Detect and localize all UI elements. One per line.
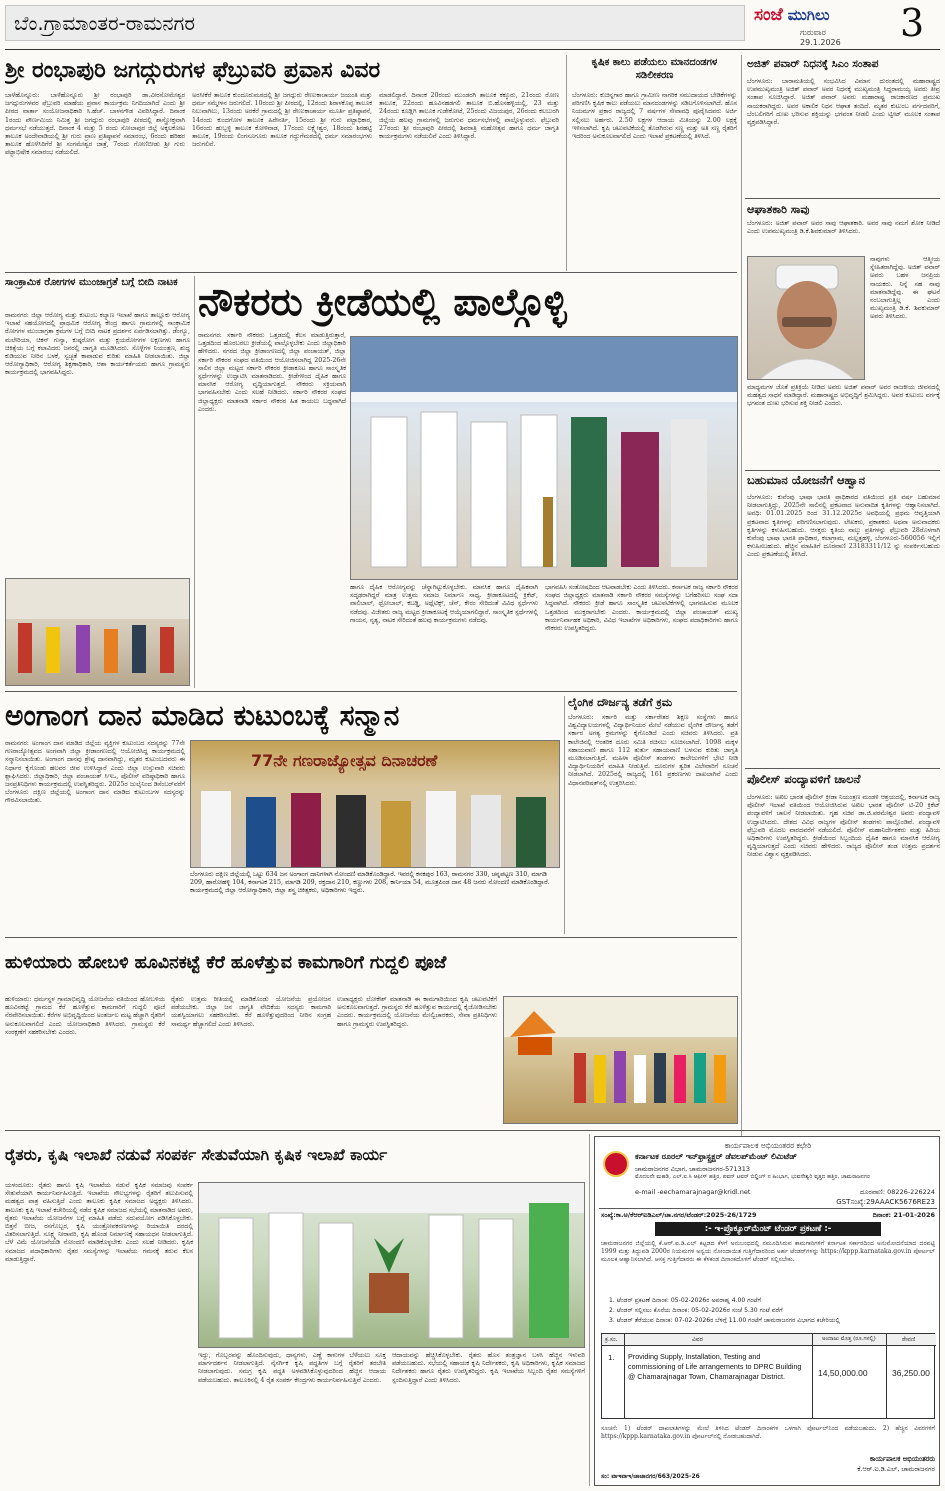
divider	[566, 55, 567, 271]
sankramika-body: ರಾಮನಗರ: ಜಿಲ್ಲಾ ಆರೋಗ್ಯ ಮತ್ತು ಕುಟುಂಬ ಕಲ್ಯಾಣ ಇಲಾಖೆ ಹಾಗೂ ತಾಲ್ಲೂಕು ಆರೋಗ್ಯ ಇಲಾಖೆ ಸಹಯೋಗದಲ್ಲಿ ಪ್ರಾಥಮಿಕ ಆರೋಗ್ಯ ಕೇಂದ್ರ ಹಾಗೂ ಗ್ರಾಮಗಳಲ್ಲಿ ಸಾಂಕ್ರಾಮಿಕ ರೋಗಗಳ ಮುಂಜಾಗ್ರತಾ ಕ್ರಮಗಳ ಬಗ್ಗೆ ಬೀದಿ ನಾಟಕ ಪ್ರದರ್ಶನ ಏರ್ಪಡಿಸಲಾಗಿತ್ತು. ಡೆಂಗ್ಯೂ, ಮಲೇರಿಯಾ, ಚಿಕನ್ ಗುನ್ಯಾ, ಕುಷ್ಠರೋಗ ಮತ್ತು ಕ್ಷಯರೋಗಗಳ ಲಕ್ಷಣಗಳು ಹಾಗೂ ಚಿಕಿತ್ಸೆಯ ಬಗ್ಗೆ ಕಲಾವಿದರು ಜನರಲ್ಲಿ ಜಾಗೃತಿ ಮೂಡಿಸಿದರು. ಸೊಳ್ಳೆಗಳ ನಿಯಂತ್ರಣ, ಶುದ್ಧ ಕುಡಿಯುವ ನೀರಿನ ಬಳಕೆ, ಸ್ವಚ್ಛತೆ ಕಾಪಾಡುವ ಕುರಿತು ಮಾಹಿತಿ ನೀಡಲಾಯಿತು. ಜಿಲ್ಲಾ ಆರೋಗ್ಯಾಧಿಕಾರಿ, ಆರೋಗ್ಯ ಶಿಕ್ಷಣಾಧಿಕಾರಿ, ಆಶಾ ಕಾರ್ಯಕರ್ತೆಯರು ಹಾಗೂ ಗ್ರಾಮಸ್ಥರು ಕಾರ್ಯಕ್ರಮದಲ್ಲಿ ಭಾಗವಹಿಸಿದ್ದರು.	[5, 312, 190, 377]
felicitation-illustration	[191, 741, 560, 868]
divider	[745, 768, 940, 769]
tender-advertisement	[594, 1136, 940, 1486]
krushika-body: ಬೆಂಗಳೂರು: ಕುಚಿನ್ನಗಾರ ಹಾಗೂ ಗ್ರಾಮೀಣ ನಾಗರಿಕ ಸಮುದಾಯದ ಬೇಡಿಕೆಗಳನ್ನು ಪರಿಗಣಿಸಿ ಕೃಷಿಕ ಕಾಲು ಪಡೆಯಲು ಮಾನದಂಡಗಳನ್ನು ಸಡಿಲಗೊಳಿಸಲಾಗಿದೆ. ಹೊಸ ನಿಯಮಗಳ ಪ್ರಕಾರ ರಾಜ್ಯದಲ್ಲಿ 7 ವರ್ಷಗಳ ಸೇವಾವಧಿ ಪೂರೈಸಿದವರು ಅರ್ಜಿ ಸಲ್ಲಿಸಲು ಅರ್ಹರು. 2.50 ಲಕ್ಷಗಳ ಆದಾಯ ಮಿತಿಯನ್ನು 2.00 ಲಕ್ಷಕ್ಕೆ ಇಳಿಸಲಾಗಿದೆ. ಕೃಷಿ ಚಟುವಟಿಕೆಯಲ್ಲಿ ತೊಡಗಿರುವ ಸಣ್ಣ ಮತ್ತು ಅತಿ ಸಣ್ಣ ರೈತರಿಗೆ ಇದರಿಂದ ಅನುಕೂಲವಾಗಲಿದೆ ಎಂದು ಇಲಾಖೆ ಪ್ರಕಟಣೆಯಲ್ಲಿ ತಿಳಿಸಿದೆ.	[572, 92, 737, 141]
divider	[564, 696, 565, 934]
tender-signature-title: ಕಾರ್ಯಪಾಲಕ ಅಭಿಯಂತರರು	[869, 1455, 935, 1463]
laingika-body: ಬೆಂಗಳೂರು: ಸರ್ಕಾರಿ ಮತ್ತು ಸರ್ಕಾರೇತರ ಶಿಕ್ಷಣ ಸಂಸ್ಥೆಗಳು ಹಾಗೂ ವಿಶ್ವವಿದ್ಯಾಲಯಗಳಲ್ಲಿ ವಿದ್ಯಾರ್ಥಿನಿಯರ ಮೇಲೆ ನಡೆಯುವ ಲೈಂಗಿಕ ದೌರ್ಜನ್ಯ ತಡೆಗೆ ಸರ್ಕಾರ ಅಗತ್ಯ ಕ್ರಮಗಳನ್ನು ಕೈಗೊಂಡಿದೆ ಎಂದು ಸಚಿವರು ತಿಳಿಸಿದರು. ಪ್ರತಿ ಕಾಲೇಜಿನಲ್ಲಿ ಆಂತರಿಕ ದೂರು ಸಮಿತಿ ರಚಿಸಲು ಸೂಚಿಸಲಾಗಿದೆ. 1098 ಮಕ್ಕಳ ಸಹಾಯವಾಣಿ ಹಾಗೂ 112 ತುರ್ತು ಸಹಾಯವಾಣಿ ಬಳಸುವ ಕುರಿತು ಜಾಗೃತಿ ಮೂಡಿಸಲಾಗುತ್ತಿದೆ. ಮಹಿಳಾ ಪೊಲೀಸ್ ತಂಡಗಳು ಕಾಲೇಜುಗಳಿಗೆ ಭೇಟಿ ನೀಡಿ ವಿದ್ಯಾರ್ಥಿನಿಯರಿಗೆ ಮಾಹಿತಿ ನೀಡುತ್ತಿವೆ. ದೂರುಗಳ ತ್ವರಿತ ವಿಲೇವಾರಿಗೆ ಸೂಚನೆ ನೀಡಲಾಗಿದೆ. 2025ರಲ್ಲಿ ರಾಜ್ಯದಲ್ಲಿ 161 ಪ್ರಕರಣಗಳು ದಾಖಲಾಗಿವೆ ಎಂದು ವಿಧಾನಪರಿಷತ್‌ನಲ್ಲಿ ಉತ್ತರಿಸಿದರು.	[568, 714, 738, 787]
lake-desilting-illustration	[504, 997, 738, 1124]
tender-title: :- ಇ-ಪ್ರೊಕ್ಯೂರ್‌ಮೆಂಟ್ ಟೆಂಡರ್ ಪ್ರಕಟಣೆ :-	[655, 1222, 881, 1236]
raitharu-col3: ಆದಾಯವನ್ನು ಹೆಚ್ಚಿಸಿಕೊಳ್ಳಬೇಕು. ರೈತರು ಹೊಸ ತಂತ್ರಜ್ಞಾನ ಬಳಸಿ ಹೆಚ್ಚಿನ ಇಳುವರಿ ಪಡೆಯಬಹುದು. ಸಭೆಯಲ್ಲಿ ಸಹಾಯಕ ಕೃಷಿ ನಿರ್ದೇಶಕರು, ಕೃಷಿ ಅಧಿಕಾರಿಗಳು, ಕೃಷಿಕ ಸಮಾಜದ ನಿರ್ದೇಶಕರು ಹಾಗೂ ರೈತರು ಉಪಸ್ಥಿತರಿದ್ದರು. ಕೃಷಿ ಇಲಾಖೆಯ ಸಿಬ್ಬಂದಿ ರೈತರ ಸಮಸ್ಯೆಗಳಿಗೆ ಸ್ಪಂದಿಸುತ್ತಿದ್ದಾರೆ ಎಂದು ತಿಳಿಸಿದರು.	[392, 1352, 585, 1384]
section-title: ಬೆಂ.ಗ್ರಾಮಾಂತರ-ರಾಮನಗರ	[14, 11, 195, 35]
divider	[624, 1334, 625, 1418]
tender-division: ಚಾಮರಾಜನಗರ ವಿಭಾಗ, ಚಾಮರಾಜನಗರ-571313	[635, 1165, 750, 1173]
table-cell-no: 1.	[608, 1354, 615, 1362]
issue-date: 29.1.2026	[800, 38, 841, 47]
table-header-emd: ಠೇವಣಿ	[902, 1336, 916, 1343]
divider	[741, 55, 742, 1185]
masthead-rule	[5, 49, 940, 50]
divider	[589, 1134, 590, 1486]
naukararu-col1: ರಾಮನಗರ: ಸರ್ಕಾರಿ ನೌಕರರು ಒತ್ತಡದಲ್ಲಿ ಕೆಲಸ ಮಾಡುತ್ತಿರುತ್ತಾರೆ, ಒತ್ತಡದಿಂದ ಹೊರಬರಲು ಕ್ರೀಡೆಯಲ್ಲಿ ಪಾಲ್ಗೊಳ್ಳಬೇಕು ಎಂದು ಜಿಲ್ಲಾಧಿಕಾರಿ ಹೇಳಿದರು. ನಗರದ ಜಿಲ್ಲಾ ಕ್ರೀಡಾಂಗಣದಲ್ಲಿ ಜಿಲ್ಲಾ ಪಂಚಾಯತ್, ಜಿಲ್ಲಾ ಸರ್ಕಾರಿ ನೌಕರರ ಸಂಘದ ವತಿಯಿಂದ ಆಯೋಜಿಸಲಾಗಿದ್ದ 2025-26ನೇ ಸಾಲಿನ ಜಿಲ್ಲಾ ಮಟ್ಟದ ಸರ್ಕಾರಿ ನೌಕರರ ಕ್ರೀಡಾಕೂಟ ಹಾಗೂ ಸಾಂಸ್ಕೃತಿಕ ಸ್ಪರ್ಧೆಗಳನ್ನು ಉದ್ಘಾಟಿಸಿ ಮಾತನಾಡಿದರು. ಕ್ರೀಡೆಗಳಿಂದ ದೈಹಿಕ ಹಾಗೂ ಮಾನಸಿಕ ಆರೋಗ್ಯ ವೃದ್ಧಿಯಾಗುತ್ತದೆ. ನೌಕರರು ಸಕ್ರಿಯವಾಗಿ ಭಾಗವಹಿಸಬೇಕು ಎಂದು ಸಲಹೆ ನೀಡಿದರು. ಸರ್ಕಾರಿ ನೌಕರರ ಸಂಘದ ಜಿಲ್ಲಾಧ್ಯಕ್ಷರು ಮಾತನಾಡಿ ಸರ್ಕಾರ ನೌಕರರ ಹಿತ ಕಾಯಲು ಬದ್ಧವಾಗಿದೆ ಎಂದರು.	[198, 332, 346, 413]
table-header-desc: ವಿವರ	[692, 1336, 703, 1343]
divider	[812, 1334, 813, 1418]
street-play-illustration	[6, 579, 190, 686]
tender-date-3: 3. ಟೆಂಡರ್ ತೆರೆಯುವ ದಿನಾಂಕ: 07-02-2026ರ ಬೆಳಿಗ್ಗೆ 11.00 ಗಂಟೆಗೆ ಚಾಮರಾಜನಗರ ವಿಭಾಗದ ಕಚೇರಿಯಲ್ಲಿ	[609, 1317, 840, 1324]
page-number: 3	[900, 1, 925, 45]
angaanga-photo-caption: ಬೆಂಗಳೂರು ದಕ್ಷಿಣ ಜಿಲ್ಲೆಯಲ್ಲಿ ಒಟ್ಟು 634 ಜನ ಅಂಗಾಂಗ ದಾನಿಗಳಾಗಿ ನೋಂದಣಿ ಮಾಡಿಕೊಂಡಿದ್ದಾರೆ. ಇವರಲ್ಲಿ ಕನಕಪುರ 163, ರಾಮನಗರ 330, ಚನ್ನಪಟ್ಟಣ 310, ಮಾಗಡಿ 209, ಹಾರೋಹಳ್ಳಿ 104, ಕರ್ನಾಟಕ 215, ಮಾಗಡಿ 209, ರಕ್ತದಾನ 210, ಕಣ್ಣುಗಳು 208, ಕಾರ್ನಿಯಾ 54, ಮೂತ್ರಪಿಂಡ ದಾನ 48 ಜನರು ನೋಂದಣಿ ಮಾಡಿಕೊಂಡಿದ್ದಾರೆ. ಕಾರ್ಯಕ್ರಮದಲ್ಲಿ ಜಿಲ್ಲಾ ಆರೋಗ್ಯಾಧಿಕಾರಿ, ಜಿಲ್ಲಾ ಶಸ್ತ್ರ ಚಿಕಿತ್ಸಕರು, ಅಧಿಕಾರಿಗಳು ಇದ್ದರು.	[190, 871, 550, 895]
sports-meet-illustration	[351, 337, 738, 580]
tender-ref: ಸಂಖ್ಯೆ:ಕಾ.ಅ/ಕೆಆರ್‌ಐಡಿಎಲ್/ಚಾ.ನಗರ/ಟೆಂಡರ್:2025-26/1729	[601, 1211, 757, 1219]
sports-meet-photo	[350, 336, 738, 580]
rambhapuri-headline: ಶ್ರೀ ರಂಭಾಪುರಿ ಜಗದ್ಗುರುಗಳ ಫೆಬ್ರುವರಿ ಪ್ರವಾಸ ವಿವರ	[5, 58, 381, 83]
bahumana-headline: ಬಹುಮಾನ ಯೋಜನೆಗೆ ಆಹ್ವಾನ	[747, 473, 866, 487]
newspaper-logo	[754, 5, 894, 27]
ajith-headline: ಅಜಿತ್ ಪವಾರ್ ನಿಧನಕ್ಕೆ ಸಿಎಂ ಸಂತಾಪ	[747, 58, 879, 70]
ajith-pawar-portrait	[747, 256, 865, 380]
huliyaru-headline: ಹುಳಿಯಾರು ಹೋಬಳಿ ಹೂವಿನಕಟ್ಟೆ ಕೆರೆ ಹೂಳೆತ್ತುವ ಕಾಮಗಾರಿಗೆ ಗುದ್ದಲಿ ಪೂಜೆ	[5, 953, 447, 973]
divider	[5, 1130, 940, 1131]
aghata-body-side: ನಾವುಗಳು ಆತ್ಮೀಯ ಸ್ನೇಹಿತರಾಗಿದ್ದೆವು. ಅಜಿತ್ ಪವಾರ್ ಅವರು ಬಹಳ ಜನಪ್ರಿಯ ನಾಯಕರು. ನಿನ್ನೆ ಸಹ ನಾವು ಮಾತನಾಡಿದ್ದೆವು. ಈ ಘಟನೆ ನಂಬಲಾಗುತ್ತಿಲ್ಲ ಎಂದು ಮುಖ್ಯಮಂತ್ರಿ ಡಿ.ಕೆ. ಶಿವಕುಮಾರ್ ಅವರು ತಿಳಿಸಿದರು.	[870, 256, 940, 321]
rambhapuri-col2: ಅರಸೀಕೆರೆ ತಾಲೂಕ ಕುಂದೂರುಮಠದಲ್ಲಿ ಶ್ರೀ ಜಗದ್ಗುರು ರೇಣುಕಾಚಾರ್ಯ ಜಯಂತಿ ಮತ್ತು ಧರ್ಮ ಸಮ್ಮೇಳನ ಜರುಗಲಿದೆ. 10ರಂದು ಶ್ರೀ ಪೀಠದಲ್ಲಿ, 12ರಂದು ಶಿರಾಳಕೊಪ್ಪ ತಾಲೂಕ ನಿಲುವಾಗಿಲು, 13ರಂದು ಅರಕೆರೆ ಗ್ರಾಮದಲ್ಲಿ ಶ್ರೀ ರೇಣುಕಾಚಾರ್ಯ ಮೂರ್ತಿ ಪ್ರತಿಷ್ಠಾಪನೆ, 14ರಂದು ಕುಂದಗೋಳ ತಾಲೂಕ ಹಿರೇನರ್ತಿ, 15ರಂದು ಶ್ರೀ ಗುರು ಪಟ್ಟಾಧಿಕಾರ, 16ರಂದು ಹುಬ್ಬಳ್ಳಿ ತಾಲೂಕ ಕೋಳಿವಾಡ, 17ರಂದು ಲಕ್ಷ್ಮೇಶ್ವರ, 18ರಂದು ಶಿರಹಟ್ಟಿ ತಾಲೂಕ, 19ರಂದು ಲಿಂಗಸೂಗೂರು ತಾಲೂಕ ಗದ್ದುಗೆಮಠದಲ್ಲಿ ಧರ್ಮ ಸಮಾರಂಭಗಳು ಜರುಗಲಿವೆ.	[192, 92, 372, 149]
divider	[5, 937, 737, 938]
street-play-photo	[5, 578, 190, 686]
table-header-amount: ಅಂದಾಜು ಮೊತ್ತ (ರೂ.ಗಳಲ್ಲಿ)	[822, 1336, 876, 1342]
bahumana-body: ಬೆಂಗಳೂರು: ಕುವೆಂಪು ಭಾಷಾ ಭಾರತಿ ಪ್ರಾಧಿಕಾರದ ವತಿಯಿಂದ ಪ್ರತಿ ವರ್ಷ ಬಹುಮಾನ ನೀಡಲಾಗುತ್ತಿದ್ದು, 2025ನೇ ಸಾಲಿನಲ್ಲಿ ಪ್ರಕಟವಾದ ಅನುವಾದಿತ ಕೃತಿಗಳನ್ನು ಆಹ್ವಾನಿಸಲಾಗಿದೆ. ಅವಧಿ: 01.01.2025 ರಿಂದ 31.12.2025ರ ಅವಧಿಯಲ್ಲಿ ಪ್ರಥಮ ಆವೃತ್ತಿಯಾಗಿ ಪ್ರಕಟವಾದ ಕೃತಿಗಳನ್ನು ಪರಿಗಣಿಸಲಾಗುವುದು. ಲೇಖಕರು, ಪ್ರಕಾಶಕರು ಅಥವಾ ಅನುವಾದಕರು ಕೃತಿಗಳನ್ನು ಕಳುಹಿಸಬಹುದು. ಆಸಕ್ತರು ಕೃತಿಯ ನಾಲ್ಕು ಪ್ರತಿಗಳನ್ನು ಫೆಬ್ರುವರಿ 28ರೊಳಗಾಗಿ ಕುವೆಂಪು ಭಾಷಾ ಭಾರತಿ ಪ್ರಾಧಿಕಾರ, ಕಲಾಗ್ರಾಮ, ಮಲ್ಲತ್ತಹಳ್ಳಿ, ಬೆಂಗಳೂರು-560056 ಇಲ್ಲಿಗೆ ಕಳುಹಿಸಬಹುದು. ಹೆಚ್ಚಿನ ಮಾಹಿತಿಗೆ ದೂರವಾಣಿ 23183311/12 ನ್ನು ಸಂಪರ್ಕಿಸಬಹುದು ಎಂದು ಪ್ರಕಟಣೆಯಲ್ಲಿ ತಿಳಿಸಿದೆ.	[747, 494, 940, 559]
aghata-body-top: ಬೆಂಗಳೂರು: ಅಜಿತ್ ಪವಾರ್ ಅವರ ಸಾವು ಆಘಾತಕಾರಿ. ಅವರ ಸಾವು ನಮಗೆ ಶೋಕ ನೀಡಿದೆ ಎಂದು ಉಪಮುಖ್ಯಮಂತ್ರಿ ಡಿ.ಕೆ.ಶಿವಕುಮಾರ್ ತಿಳಿಸಿದರು.	[747, 220, 940, 236]
tender-footer-ref: ಸಂ: ವಾಇವಾಇ/ಚಾಜಾನಗರ/663/2025-26	[601, 1473, 700, 1480]
issue-day: ಗುರುವಾರ	[800, 28, 826, 37]
tender-table	[601, 1333, 935, 1419]
tender-note: ಸೂಚನೆ: 1) ಟೆಂಡರ್ ದಾಖಲಾತಿಗಳನ್ನು ಮೇಲೆ ತಿಳಿಸಿದ ಟೆಂಡರ್ ದಿನಾಂಕಗಳ ಒಳಗಾಗಿ ಪೋರ್ಟಲ್‌ನಿಂದ ಪಡೆಯಬಹುದು. 2) ಹೆಚ್ಚಿನ ವಿವರಗಳಿಗೆ https://kppp.karnataka.gov.in ಪೋರ್ಟಲ್‌ನಲ್ಲಿ ನೋಡಬಹುದಾಗಿದೆ.	[601, 1425, 935, 1440]
tender-ref-date: ದಿನಾಂಕ: 21-01-2026	[872, 1211, 935, 1219]
table-cell-amount: 14,50,000.00	[818, 1368, 868, 1378]
naukararu-col2: ಹಾಗೂ ದೈಹಿಕ ಆರೋಗ್ಯವನ್ನು ಚೆನ್ನಾಗಿಟ್ಟುಕೊಳ್ಳಬೇಕು. ಮಾನಸಿಕ ಹಾಗೂ ದೈಹಿಕವಾಗಿ ಸದೃಢರಾಗಿದ್ದರೆ ಮಾತ್ರ ಉತ್ತಮ ಸಮಾಜ ನಿರ್ಮಾಣ ಸಾಧ್ಯ. ಕ್ರೀಡಾಕೂಟದಲ್ಲಿ ಕ್ರಿಕೆಟ್, ವಾಲಿಬಾಲ್, ಥ್ರೋಬಾಲ್, ಕಬಡ್ಡಿ, ಅಥ್ಲೆಟಿಕ್ಸ್, ಚೆಸ್, ಕೇರಂ ಸೇರಿದಂತೆ ವಿವಿಧ ಸ್ಪರ್ಧೆಗಳು ನಡೆದವು. ವಿಜೇತರು ರಾಜ್ಯ ಮಟ್ಟದ ಕ್ರೀಡಾಕೂಟಕ್ಕೆ ಆಯ್ಕೆಯಾಗಲಿದ್ದಾರೆ. ಸಾಂಸ್ಕೃತಿಕ ಸ್ಪರ್ಧೆಗಳಲ್ಲಿ ಗಾಯನ, ನೃತ್ಯ, ನಾಟಕ ಸೇರಿದಂತೆ ಹಲವು ಕಾರ್ಯಕ್ರಮಗಳು ನಡೆದವು.	[350, 584, 538, 624]
huliyaru-col3: ಉಪಾಧ್ಯಕ್ಷರು ಲೋಕೇಶ್ ಮಾತನಾಡಿ ಈ ಕಾಮಗಾರಿಯಿಂದ ಕೃಷಿ ಚಟುವಟಿಕೆಗೆ ಅನುಕೂಲವಾಗುತ್ತದೆ. ಗ್ರಾಮಸ್ಥರು ಕೆರೆ ಹೂಳೆತ್ತುವ ಕಾರ್ಯದಲ್ಲಿ ಕೈಜೋಡಿಸಬೇಕು ಎಂದರು. ಕಾರ್ಯಕ್ರಮದಲ್ಲಿ ಯೋಜನೆಯ ಮೇಲ್ವಿಚಾರಕರು, ಸೇವಾ ಪ್ರತಿನಿಧಿಗಳು ಹಾಗೂ ಗ್ರಾಮಸ್ಥರು ಉಪಸ್ಥಿತರಿದ್ದರು.	[337, 996, 497, 1028]
naukararu-col3: ಭಾಗವಹಿಸಿ ಸಂತೋಷದಿಂದ ಆಟವಾಡಬೇಕು ಎಂದು ತಿಳಿಸಿದರು. ಕರ್ನಾಟಕ ರಾಜ್ಯ ಸರ್ಕಾರಿ ನೌಕರರ ಸಂಘದ ಜಿಲ್ಲಾಧ್ಯಕ್ಷರು ಮಾತನಾಡಿ ಸರ್ಕಾರಿ ನೌಕರರ ಸಮಸ್ಯೆಗಳನ್ನು ಬಗೆಹರಿಸಲು ಸಂಘ ಸದಾ ಸಿದ್ಧವಾಗಿದೆ. ನೌಕರರು ಕ್ರೀಡೆ ಹಾಗೂ ಸಾಂಸ್ಕೃತಿಕ ಚಟುವಟಿಕೆಗಳಲ್ಲಿ ಭಾಗವಹಿಸುವ ಮೂಲಕ ಒತ್ತಡದಿಂದ ಮುಕ್ತರಾಗಬೇಕು ಎಂದರು. ಕಾರ್ಯಕ್ರಮದಲ್ಲಿ ಜಿಲ್ಲಾ ಪಂಚಾಯತ್ ಮುಖ್ಯ ಕಾರ್ಯನಿರ್ವಾಹಕ ಅಧಿಕಾರಿ, ವಿವಿಧ ಇಲಾಖೆಗಳ ಅಧಿಕಾರಿಗಳು, ಸಂಘದ ಪದಾಧಿಕಾರಿಗಳು ಹಾಗೂ ನೌಕರರು ಉಪಸ್ಥಿತರಿದ್ದರು.	[545, 584, 738, 633]
tender-phone: ದೂರವಾಣಿ: 08226-226224	[860, 1188, 935, 1196]
raitharu-col2: ಇದ್ದು, ಗೊಬ್ಬರವನ್ನು ಹೊಂದಿಸುವುದು, ಧಾನ್ಯಗಳು, ಎಣ್ಣೆ ಕಾಳುಗಳ ಬೆಳೆಯಲು ಸೂಕ್ತ ಮಾರ್ಗದರ್ಶನ ನೀಡಲಾಗುತ್ತಿದೆ. ನೈಸರ್ಗಿಕ ಕೃಷಿ ಪದ್ಧತಿಗಳ ಬಗ್ಗೆ ರೈತರಿಗೆ ತರಬೇತಿ ನೀಡಲಾಗುವುದು. ಸಮಗ್ರ ಕೃಷಿ ಪದ್ಧತಿ ಅಳವಡಿಸಿಕೊಳ್ಳುವುದರಿಂದ ಹೆಚ್ಚಿನ ಆದಾಯ ಪಡೆಯಬಹುದು. ತಾಲೂಕಿನಲ್ಲಿ 4 ರೈತ ಸಂಪರ್ಕ ಕೇಂದ್ರಗಳು ಕಾರ್ಯನಿರ್ವಹಿಸುತ್ತಿವೆ ಎಂದರು.	[198, 1352, 386, 1384]
tender-office: ಕಾರ್ಯಪಾಲಕ ಅಭಿಯಂತರರ ಕಛೇರಿ	[724, 1141, 812, 1150]
aghata-headline: ಆಘಾತಕಾರಿ ಸಾವು	[747, 203, 810, 216]
tender-address: ಮೊದಲನೇ ಮಹಡಿ, ಎಲ್.ಐ.ಸಿ ಆಫೀಸ್ ಹತ್ತಿರ, ಪವನ್ ಟವರ್ ಬಿಲ್ಡಿಂಗ್ ನ ಹಿಂಭಾಗ, ಭುವನೇಶ್ವರಿ ವೃತ್ತದ ಹತ್ತಿರ, ಚಾಮರಾಜನಗರ	[635, 1174, 870, 1180]
tender-email: e-mail -eechamarajnagar@kridl.net	[635, 1188, 751, 1196]
tender-company: ಕರ್ನಾಟಕ ರೂರಲ್ ಇನ್‌ಫ್ರಾಸ್ಟ್ರಕ್ಚರ್ ಡೆವಲಪ್‌ಮೆಂಟ್ ಲಿಮಿಟೆಡ್	[635, 1152, 797, 1161]
krushika-meeting-photo	[198, 1182, 585, 1348]
kridl-logo-icon	[603, 1151, 629, 1177]
laingika-headline: ಲೈಂಗಿಕ ದೌರ್ಜನ್ಯ ತಡೆಗೆ ಕ್ರಮ	[568, 696, 673, 709]
huliyaru-col1: ಹುಳಿಯಾರು: ಧರ್ಮಸ್ಥಳ ಗ್ರಾಮಾಭಿವೃದ್ಧಿ ಯೋಜನೆಯ ವತಿಯಿಂದ ಹೋಬಳಿಯ ಹೂವಿನಕಟ್ಟೆ ಗ್ರಾಮದ ಕೆರೆ ಹೂಳೆತ್ತುವ ಕಾಮಗಾರಿಗೆ ಗುದ್ದಲಿ ಪೂಜೆ ನೆರವೇರಿಸಲಾಯಿತು. ಕೆರೆಗಳ ಅಭಿವೃದ್ಧಿಯಿಂದ ಅಂತರ್ಜಲ ಮಟ್ಟ ಹೆಚ್ಚಾಗಿ ರೈತರಿಗೆ ಅನುಕೂಲವಾಗಲಿದೆ ಎಂದು ಯೋಜನಾಧಿಕಾರಿ ತಿಳಿಸಿದರು. ಗ್ರಾಮಸ್ಥರು ಕೆರೆ ಸಂರಕ್ಷಣೆಗೆ ಸಹಕರಿಸಬೇಕು ಎಂದರು.	[5, 996, 165, 1036]
tender-date-1: 1. ಟೆಂಡರ್ ಪ್ರಕಟಣೆ ದಿನಾಂಕ: 05-02-2026ರ ಅಪರಾಹ್ನ 4.00 ಗಂಟೆಗೆ	[609, 1297, 762, 1304]
angaanga-headline: ಅಂಗಾಂಗ ದಾನ ಮಾಡಿದ ಕುಟುಂಬಕ್ಕೆ ಸನ್ಮಾನ	[5, 699, 400, 732]
table-cell-desc: Providing Supply, Installation, Testing and commissioning of Life arrangements to DPRC Building @ Chamarajnagar Town, Chamarajnagar District.	[628, 1352, 802, 1381]
naukararu-headline: ನೌಕರರು ಕ್ರೀಡೆಯಲ್ಲಿ ಪಾಲ್ಗೊಳ್ಳಿ	[198, 280, 567, 324]
tender-date-2: 2. ಟೆಂಡರ್ ಸಲ್ಲಿಸಲು ಕೊನೆಯ ದಿನಾಂಕ: 05-02-2026ರ ಸಂಜೆ 5.30 ಗಂಟೆ ವರೆಗೆ	[609, 1307, 783, 1314]
huliyaru-col2: ರೈತರು ಉತ್ತಮ ರೀತಿಯಲ್ಲಿ ಮಾಡಿಕೊಂಡು ಯೋಜನೆಯ ಪ್ರಯೋಜನ ಪಡೆಯಬೇಕು. ಜಿಲ್ಲಾ ಜನ ಜಾಗೃತಿ ವೇದಿಕೆಯ ಸದಸ್ಯರು ಕಾಮಗಾರಿ ಯಶಸ್ವಿಯಾಗಲು ಸಹಕರಿಸಬೇಕು. ಕೆರೆ ಹೂಳೆತ್ತುವುದರಿಂದ ನೀರಿನ ಸಂಗ್ರಹ ಸಾಮರ್ಥ್ಯ ಹೆಚ್ಚಾಗಲಿದೆ ಎಂದು ತಿಳಿಸಿದರು.	[171, 996, 331, 1028]
divider	[745, 470, 940, 471]
krushika-headline: ಕೃಷಿಕ ಕಾಲು ಪಡೆಯಲು ಮಾನದಂಡಗಳ ಸಡಿಲೀಕರಣ	[591, 57, 718, 81]
tender-gst: GSTಸಂಖ್ಯೆ:29AAACK5676RE23	[836, 1198, 935, 1206]
logo-mugilu: ಮುಗಿಲು	[787, 6, 830, 24]
divider	[745, 198, 940, 199]
logo-sanje: ಸಂಜೆ	[754, 5, 783, 25]
lake-desilting-photo	[503, 996, 738, 1124]
raitharu-col1: ಯಳಂದೂರು: ರೈತರು ಹಾಗೂ ಕೃಷಿ ಇಲಾಖೆಯ ನಡುವೆ ಕೃಷಿಕ ಸಮಾಜವು ಸಂಪರ್ಕ ಸೇತುವೆಯಾಗಿ ಕಾರ್ಯನಿರ್ವಹಿಸುತ್ತಿದೆ. ಇಲಾಖೆಯ ಸೌಲಭ್ಯಗಳನ್ನು ರೈತರಿಗೆ ತಲುಪಿಸುವಲ್ಲಿ ಮಹತ್ವದ ಪಾತ್ರ ವಹಿಸುತ್ತಿದೆ ಎಂದು ತಾಲೂಕು ಕೃಷಿಕ ಸಮಾಜದ ಅಧ್ಯಕ್ಷರು ತಿಳಿಸಿದರು. ತಾಲೂಕು ಕೃಷಿ ಇಲಾಖೆ ಕಚೇರಿಯಲ್ಲಿ ನಡೆದ ಕೃಷಿಕ ಸಮಾಜದ ಸಭೆಯಲ್ಲಿ ಮಾತನಾಡಿದ ಅವರು, ರೈತರು ಇಲಾಖೆಯ ಯೋಜನೆಗಳ ಬಗ್ಗೆ ಮಾಹಿತಿ ಪಡೆದು ಸದುಪಯೋಗ ಪಡಿಸಿಕೊಳ್ಳಬೇಕು. ಬಿತ್ತನೆ ಬೀಜ, ರಸಗೊಬ್ಬರ, ಕೃಷಿ ಯಂತ್ರೋಪಕರಣಗಳನ್ನು ರಿಯಾಯಿತಿ ದರದಲ್ಲಿ ವಿತರಿಸಲಾಗುತ್ತಿದೆ. ಸೂಕ್ಷ್ಮ ನೀರಾವರಿ, ಕೃಷಿ ಹೊಂಡ ನಿರ್ಮಾಣಕ್ಕೆ ಸಹಾಯಧನ ನೀಡಲಾಗುತ್ತಿದೆ. ಬೆಳೆ ವಿಮೆ ಯೋಜನೆಯಡಿ ನೋಂದಣಿ ಮಾಡಿಕೊಳ್ಳಬೇಕು ಎಂದು ಸಲಹೆ ನೀಡಿದರು. ಕೃಷಿಕ ಸಮಾಜದ ಪದಾಧಿಕಾರಿಗಳು ರೈತರ ಸಮಸ್ಯೆಗಳನ್ನು ಇಲಾಖೆಯ ಗಮನಕ್ಕೆ ತರುವ ಕೆಲಸ ಮಾಡುತ್ತಿದ್ದಾರೆ.	[5, 1182, 193, 1263]
table-header-no: ಕ್ರ.ಸಂ.	[605, 1336, 618, 1343]
aghata-body-bottom: ಮಾಧ್ಯಮಗಳ ಜೊತೆ ಪ್ರತಿಕ್ರಿಯೆ ನೀಡಿದ ಅವರು ಅಜಿತ್ ಪವಾರ್ ಅವರ ರಾಜಕೀಯ ಜೀವನದಲ್ಲಿ ಮಹತ್ವದ ಸಾಧನೆ ಮಾಡಿದ್ದಾರೆ. ಮಹಾರಾಷ್ಟ್ರದ ಅಭಿವೃದ್ಧಿಗೆ ಶ್ರಮಿಸಿದ್ದರು. ಅವರ ಕುಟುಂಬ ವರ್ಗಕ್ಕೆ ಭಗವಂತ ದುಃಖ ಭರಿಸುವ ಶಕ್ತಿ ನೀಡಲಿ ಎಂದರು.	[747, 384, 940, 408]
meeting-illustration	[199, 1183, 585, 1348]
police-body: ಬೆಂಗಳೂರು: ಅಖಿಲ ಭಾರತ ಪೊಲೀಸ್ ಕ್ರೀಡಾ ನಿಯಂತ್ರಣ ಮಂಡಳಿ ಆಶ್ರಯದಲ್ಲಿ, ಕರ್ನಾಟಕ ರಾಜ್ಯ ಪೊಲೀಸ್ ಇಲಾಖೆ ವತಿಯಿಂದ ಆಯೋಜಿಸಿರುವ ಅಖಿಲ ಭಾರತ ಪೊಲೀಸ್ ಟಿ-20 ಕ್ರಿಕೆಟ್ ಪಂದ್ಯಾವಳಿಗೆ ಚಾಲನೆ ನೀಡಲಾಯಿತು. ಗೃಹ ಸಚಿವ ಡಾ.ಜಿ.ಪರಮೇಶ್ವರ ಅವರು ಪಂದ್ಯಾವಳಿ ಉದ್ಘಾಟಿಸಿದರು. ದೇಶದ ವಿವಿಧ ರಾಜ್ಯಗಳ ಪೊಲೀಸ್ ತಂಡಗಳು ಪಾಲ್ಗೊಂಡಿವೆ. ಪಂದ್ಯಾವಳಿ ಫೆಬ್ರುವರಿ ಮೊದಲ ವಾರದವರೆಗೆ ನಡೆಯಲಿದೆ. ಪೊಲೀಸ್ ಮಹಾನಿರ್ದೇಶಕರು ಮತ್ತು ಹಿರಿಯ ಅಧಿಕಾರಿಗಳು ಉಪಸ್ಥಿತರಿದ್ದರು. ಕ್ರೀಡೆಯಿಂದ ಸಿಬ್ಬಂದಿಯ ದೈಹಿಕ ಹಾಗೂ ಮಾನಸಿಕ ಆರೋಗ್ಯ ವೃದ್ಧಿಯಾಗುತ್ತದೆ ಎಂದು ಸಚಿವರು ಹೇಳಿದರು. ರಾಜ್ಯದ ಪೊಲೀಸ್ ತಂಡ ಉತ್ತಮ ಪ್ರದರ್ಶನ ನೀಡುವ ವಿಶ್ವಾಸ ವ್ಯಕ್ತಪಡಿಸಿದರು.	[747, 794, 940, 859]
masthead	[0, 0, 945, 58]
table-cell-emd: 36,250.00	[892, 1368, 930, 1378]
divider	[194, 276, 195, 688]
angaanga-body: ರಾಮನಗರ: ಅಂಗಾಂಗ ದಾನ ಮಾಡಿದ ಜಿಲ್ಲೆಯ ವ್ಯಕ್ತಿಗಳ ಕುಟುಂಬದ ಸದಸ್ಯರನ್ನು 77ನೇ ಗಣರಾಜ್ಯೋತ್ಸವದ ಅಂಗವಾಗಿ ಜಿಲ್ಲಾ ಕ್ರೀಡಾಂಗಣದಲ್ಲಿ ಆಯೋಜಿಸಿದ್ದ ಕಾರ್ಯಕ್ರಮದಲ್ಲಿ ಸನ್ಮಾನಿಸಲಾಯಿತು. ಅಂಗಾಂಗ ದಾನವು ಶ್ರೇಷ್ಠ ದಾನವಾಗಿದ್ದು, ಮೃತರ ಕುಟುಂಬದವರು ಈ ನಿರ್ಧಾರ ಕೈಗೊಂಡು ಹಲವರ ಜೀವ ಉಳಿಸಿದ್ದಾರೆ ಎಂದು ಜಿಲ್ಲಾ ಉಸ್ತುವಾರಿ ಸಚಿವರು ಶ್ಲಾಘಿಸಿದರು. ಜಿಲ್ಲಾಧಿಕಾರಿ, ಜಿಲ್ಲಾ ಪಂಚಾಯತ್ ಸಿಇಒ, ಪೊಲೀಸ್ ವರಿಷ್ಠಾಧಿಕಾರಿ ಹಾಗೂ ಜನಪ್ರತಿನಿಧಿಗಳು ಕಾರ್ಯಕ್ರಮದಲ್ಲಿ ಉಪಸ್ಥಿತರಿದ್ದರು. 2025ರ ಜುಲೈನಿಂದ ಡಿಸೆಂಬರ್‌ವರೆಗೆ ಬೆಂಗಳೂರು ದಕ್ಷಿಣ ಜಿಲ್ಲೆಯಲ್ಲಿ ಅಂಗಾಂಗ ದಾನ ಮಾಡಿದ ಕುಟುಂಬಗಳ ಸದಸ್ಯರನ್ನು ಗೌರವಿಸಲಾಯಿತು.	[5, 740, 185, 805]
stage-banner: 77ನೇ ಗಣರಾಜ್ಯೋತ್ಸವ ದಿನಾಚರಣೆ	[251, 751, 438, 770]
tender-intro: ಚಾಮರಾಜನಗರ ಜಿಲ್ಲೆಯಲ್ಲಿ ಕೆ.ಆರ್.ಐ.ಡಿ.ಎಲ್ ಕಟ್ಟಡದ ಕೆಳಗೆ ಅನುಬಂಧದಲ್ಲಿ ನಮೂದಿಸಿರುವ ಕಾಮಗಾರಿಗಳಿಗೆ ಕರ್ನಾಟಕ ಸರ್ಕಾರದಿಂದ ಅನುಮೋದನೆಯಾದ ದರಪಟ್ಟಿ 1999 ಮತ್ತು ತಿದ್ದುಪಡಿ 2000ರ ನಿಯಮಗಳ ಅನ್ವಯ ನೋಂದಾಯಿತ ಗುತ್ತಿಗೆದಾರರಿಂದ ಅರ್ಹ ಟೆಂಡರ್‌ಗಳನ್ನು https://kppp.karnataka.gov.in ಪೋರ್ಟಲ್ ಮೂಲಕ ಆಹ್ವಾನಿಸಲಾಗಿದೆ. ಆಸಕ್ತ ಗುತ್ತಿಗೆದಾರರು ಈ ಕೆಳಕಂಡ ದಿನಾಂಕದೊಳಗೆ ಟೆಂಡರ್ ಸಲ್ಲಿಸಬೇಕು.	[601, 1240, 935, 1263]
divider	[886, 1334, 887, 1418]
divider	[599, 1208, 937, 1209]
raitharu-headline: ರೈತರು, ಕೃಷಿ ಇಲಾಖೆ ನಡುವೆ ಸಂಪರ್ಕ ಸೇತುವೆಯಾಗಿ ಕೃಷಿಕ ಇಲಾಖೆ ಕಾರ್ಯ	[5, 1146, 388, 1164]
sankramika-headline: ಸಾಂಕ್ರಾಮಿಕ ರೋಗಗಳ ಮುಂಜಾಗ್ರತೆ ಬಗ್ಗೆ ಬೀದಿ ನಾಟಕ	[5, 277, 178, 288]
divider	[5, 691, 737, 692]
rambhapuri-col3: ಮಾಡಲಿದ್ದಾರೆ. ದಿನಾಂಕ 20ರಂದು ಮುಂಡರಗಿ ತಾಲೂಕ ಕಕ್ಕೂರು, 21ರಂದು ರೋಣ ತಾಲೂಕ, 22ರಂದು ಹೂವಿನಹಡಗಲಿ ತಾಲೂಕ ಬಿ.ಹೊಸಹಳ್ಳಿಯಲ್ಲಿ, 23 ಮತ್ತು 24ರಂದು ಕೂಡ್ಲಿಗಿ ತಾಲೂಕ ಗುಡೇಕೋಟೆ, 25ರಂದು ವಿಜಯಪುರ, 26ರಂದು ಕಲಬುರಗಿ ಜಿಲ್ಲೆಯ ಹಲವು ಗ್ರಾಮಗಳಲ್ಲಿ ಜರುಗುವ ಧರ್ಮಸಭೆಗಳಲ್ಲಿ ಪಾಲ್ಗೊಳ್ಳುವರು. ಫೆಬ್ರುವರಿ 27ರಂದು ಶ್ರೀ ರಂಭಾಪುರಿ ಪೀಠದಲ್ಲಿ ಶಿವರಾತ್ರಿ ಮಹೋತ್ಸವ ಹಾಗೂ ಧರ್ಮ ಜಾಗೃತಿ ಕಾರ್ಯಕ್ರಮಗಳು ನಡೆಯಲಿವೆ ಎಂದು ತಿಳಿಸಿದ್ದಾರೆ.	[379, 92, 559, 141]
rambhapuri-col1: ಬಾಳೆಹೊನ್ನೂರು: ಬಾಳೆಹೊನ್ನೂರು ಶ್ರೀ ರಂಭಾಪುರಿ ಡಾ.ವೀರಸೋಮೇಶ್ವರ ಜಗದ್ಗುರುಗಳವರ ಫೆಬ್ರುವರಿ ಮಾಹೆಯ ಪ್ರವಾಸ ಕಾರ್ಯಕ್ರಮ ನಿಗದಿಯಾಗಿದೆ ಎಂದು ಶ್ರೀ ಪೀಠದ ವಾರ್ತಾ ಸಂಯೋಜನಾಧಿಕಾರಿ ಸಿ.ಹೆಚ್. ಬಾಳನಗೌಡ ವಿವರಿಸಿದ್ದಾರೆ. ದಿನಾಂಕ 1ರಂದು ಪೌರ್ಣಮಿಯ ನಿಮಿತ್ತ ಶ್ರೀ ಜಗದ್ಗುರು ರಂಭಾಪುರಿ ಪೀಠದಲ್ಲಿ ಶಾಸ್ತ್ರೋಕ್ತವಾಗಿ ಧರ್ಮಸಭೆ ನಡೆಯುತ್ತದೆ. ದಿನಾಂಕ 4 ಮತ್ತು 5 ರಂದು ಸೋಲಾಪುರ ಜಿಲ್ಲೆ ಅಕ್ಕಲಕೋಟ ತಾಲೂಕ ಅಂದೇವಾಡಿಯಲ್ಲಿ ಶ್ರೀ ಗುರು ಪ್ರಾಣ ಪ್ರತಿಷ್ಠಾಪನೆ ಸಮಾರಂಭ, 6ರಂದು ಹರಿಹರ ತಾಲೂಕ ಹೊಳೆಸಿರಿಗೆರೆ ಶ್ರೀ ಸಂಗಮೇಶ್ವರ ಜಾತ್ರೆ, 7ರಂದು ಗೋಣಿಬೀಡು ಶ್ರೀ ಗುರು ಪಟ್ಟಾಭಿಷೇಕ ಸಮಾರಂಭ ನಡೆಯಲಿದೆ.	[5, 92, 185, 157]
organ-donor-felicitation-photo	[190, 740, 560, 868]
police-headline: ಪೊಲೀಸ್ ಪಂದ್ಯಾವಳಿಗೆ ಚಾಲನೆ	[747, 772, 861, 786]
ajith-body: ಬೆಂಗಳೂರು: ಬಾರಾಮತಿಯಲ್ಲಿ ಸಂಭವಿಸಿದ ವಿಮಾನ ದುರಂತದಲ್ಲಿ ಮಹಾರಾಷ್ಟ್ರದ ಉಪಮುಖ್ಯಮಂತ್ರಿ ಅಜಿತ್ ಪವಾರ್ ಅವರ ನಿಧನಕ್ಕೆ ಮುಖ್ಯಮಂತ್ರಿ ಸಿದ್ದರಾಮಯ್ಯ ಅವರು ತೀವ್ರ ಸಂತಾಪ ಸೂಚಿಸಿದ್ದಾರೆ. ಅಜಿತ್ ಪವಾರ್ ಅವರು ಮಹಾರಾಷ್ಟ್ರ ರಾಜಕಾರಣದ ಪ್ರಮುಖ ನಾಯಕರಾಗಿದ್ದರು. ಅವರ ಅಕಾಲಿಕ ನಿಧನ ಆಘಾತ ತಂದಿದೆ. ಮೃತರ ಕುಟುಂಬ ವರ್ಗದವರಿಗೆ, ಬೆಂಬಲಿಗರಿಗೆ ದುಃಖ ಭರಿಸುವ ಶಕ್ತಿಯನ್ನು ಭಗವಂತ ನೀಡಲಿ ಎಂದು ಟ್ವೀಟ್ ಮೂಲಕ ಸಂತಾಪ ವ್ಯಕ್ತಪಡಿಸಿದ್ದಾರೆ.	[747, 78, 940, 127]
portrait-illustration	[748, 257, 865, 380]
divider	[5, 272, 737, 273]
tender-signature-org: ಕೆ.ಆರ್.ಐ.ಡಿ.ಎಲ್, ಚಾಮರಾಜನಗರ	[857, 1465, 935, 1473]
